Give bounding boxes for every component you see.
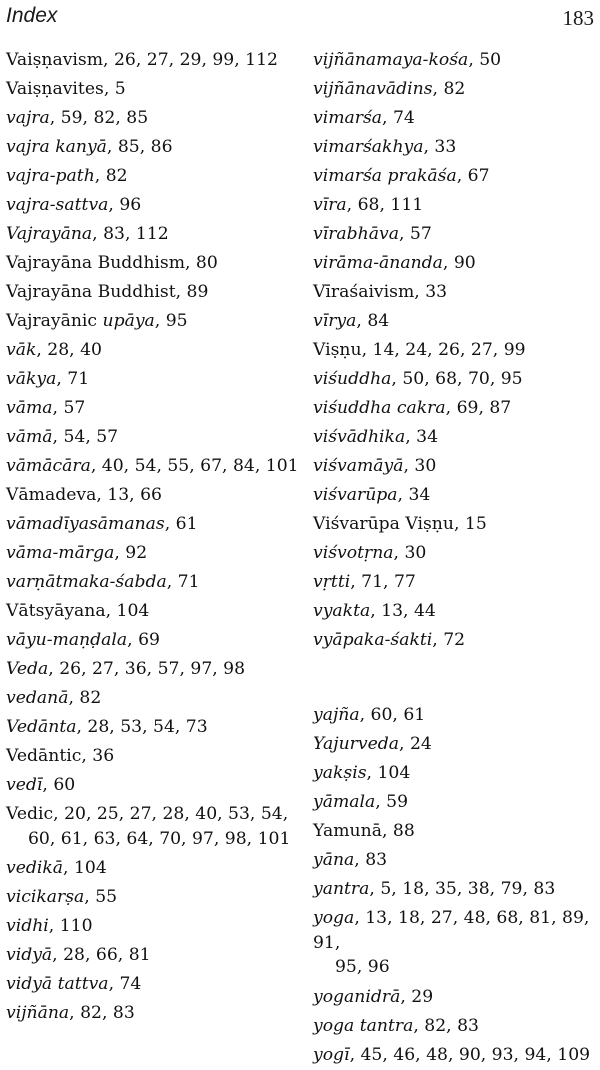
index-entry: Vedic, 20, 25, 27, 28, 40, 53, 54, 60, 61, 63, 64, 70, 97, 98, 101 [6,804,291,849]
index-entry: Vajrayāna Buddhist, 89 [6,282,209,302]
index-entry: Vedāntic, 36 [6,746,115,766]
index-entry: vāma-mārga, 92 [6,543,148,563]
index-entry: vākya, 71 [6,369,90,389]
index-column-right [313,46,597,1070]
index-entry: vijñāna, 82, 83 [6,1003,135,1023]
index-entry: vedanā, 82 [6,688,102,708]
index-entry: vijñānavādins, 82 [313,79,466,99]
index-entry: vāyu-maṇḍala, 69 [6,630,160,650]
index-entry: viśvamāyā, 30 [313,456,437,476]
index-entry: viśvādhika, 34 [313,427,439,447]
index-column-left [6,46,302,1028]
index-entry: Vaiṣṇavites, 5 [6,79,126,99]
index-entry: vīrabhāva, 57 [313,224,432,244]
index-entry: Vajrayāna, 83, 112 [6,224,169,244]
index-entry: vāmadīyasāmanas, 61 [6,514,198,534]
index-entry: vīrya, 84 [313,311,390,331]
index-entry: vidhi, 110 [6,916,93,936]
index-entry: yantra, 5, 18, 35, 38, 79, 83 [313,879,556,899]
index-entry: viśvarūpa, 34 [313,485,431,505]
index-entry: Vedānta, 28, 53, 54, 73 [6,717,208,737]
index-entry: Vaiṣṇavism, 26, 27, 29, 99, 112 [6,50,278,70]
index-entry: vidyā, 28, 66, 81 [6,945,151,965]
index-entry: yajña, 60, 61 [313,705,426,725]
index-entry: Veda, 26, 27, 36, 57, 97, 98 [6,659,246,679]
index-entry: vedī, 60 [6,775,76,795]
index-entry: vijñānamaya-kośa, 50 [313,50,502,70]
index-entry: yakṣis, 104 [313,763,411,783]
index-entry: viśuddha, 50, 68, 70, 95 [313,369,523,389]
index-entry: vimarśakhya, 33 [313,137,457,157]
index-entry: vicikarṣa, 55 [6,887,118,907]
index-entry: Vāmadeva, 13, 66 [6,485,162,505]
index-entry: yāna, 83 [313,850,388,870]
index-entry: vṛtti, 71, 77 [313,572,416,592]
index-entry: Viṣṇu, 14, 24, 26, 27, 99 [313,340,526,360]
index-entry: yoga, 13, 18, 27, 48, 68, 81, 89, 91, 95, 96 [313,908,590,977]
index-entry: vajra-path, 82 [6,166,128,186]
index-entry: vāk, 28, 40 [6,340,102,360]
index-entry: vimarśa, 74 [313,108,415,128]
index-entry: Vīraśaivism, 33 [313,282,448,302]
index-entry: vāma, 57 [6,398,86,418]
index-entry: viśvotṛna, 30 [313,543,427,563]
page-header [0,0,600,40]
index-entry: vāmā, 54, 57 [6,427,119,447]
index-entry: virāma-ānanda, 90 [313,253,476,273]
index-entry: vimarśa prakāśa, 67 [313,166,490,186]
index-entry: vīra, 68, 111 [313,195,424,215]
index-entry: vajra, 59, 82, 85 [6,108,149,128]
index-entry: yāmala, 59 [313,792,409,812]
index-entry: vedikā, 104 [6,858,107,878]
index-entry: vajra kanyā, 85, 86 [6,137,173,157]
index-entry: Viśvarūpa Viṣṇu, 15 [313,514,487,534]
index-entry: vajra-sattva, 96 [6,195,142,215]
index-entry: vyakta, 13, 44 [313,601,436,621]
index-entry: yoga tantra, 82, 83 [313,1015,479,1036]
index-entry: varṇātmaka-śabda, 71 [6,572,200,592]
index-entry: Yamunā, 88 [313,821,415,841]
index-entry: yoganidrā, 29 [313,986,434,1007]
page-number: 183 [562,6,594,30]
index-entry: Vātsyāyana, 104 [6,601,150,621]
index-entry: vāmācāra, 40, 54, 55, 67, 84, 101 [6,456,299,476]
index-entry: Vajrayāna Buddhism, 80 [6,253,218,273]
index-entry: Yajurveda, 24 [313,734,432,754]
section-title: Index [6,4,58,27]
index-entry: viśuddha cakra, 69, 87 [313,398,512,418]
index-entry: yogī, 45, 46, 48, 90, 93, 94, 109 [313,1044,591,1065]
index-entry: Vajrayānic upāya, 95 [6,311,188,331]
index-entry: vyāpaka-śakti, 72 [313,630,466,650]
section-gap [313,655,597,701]
index-entry: vidyā tattva, 74 [6,974,142,994]
